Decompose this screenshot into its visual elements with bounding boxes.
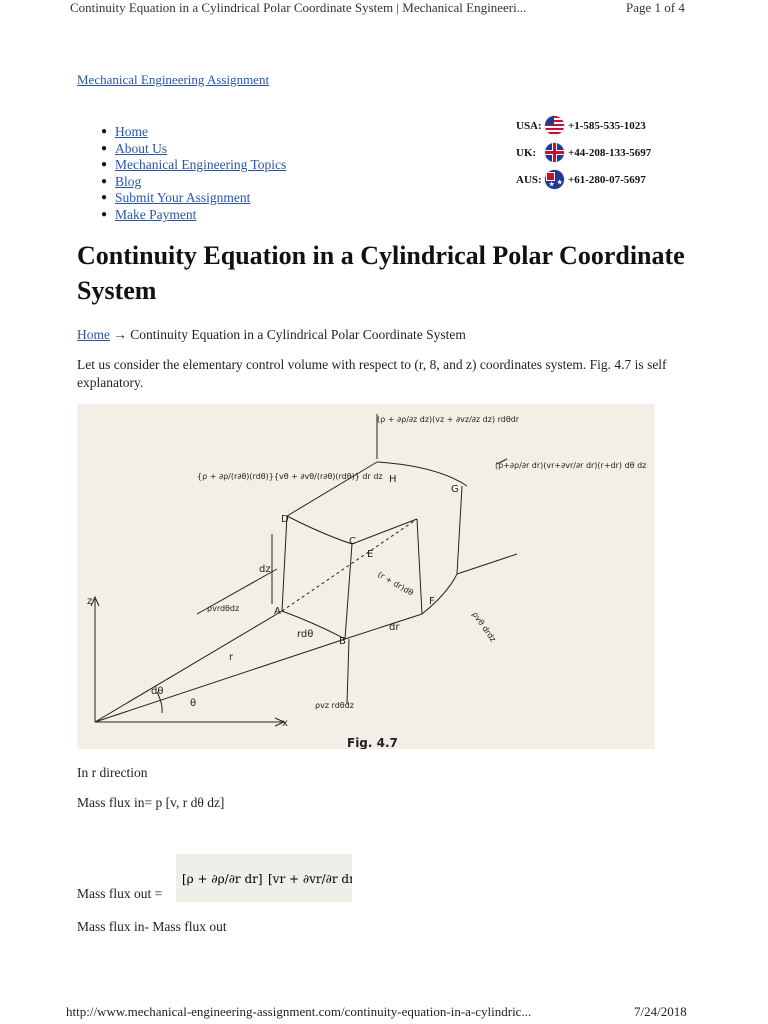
nav-item-label[interactable]: Mechanical Engineering Topics [115, 157, 287, 173]
nav-item-topics[interactable] [93, 157, 286, 174]
bullet-icon: ● [101, 159, 108, 171]
contact-numbers [516, 112, 651, 193]
site-link[interactable]: Mechanical Engineering Assignment [77, 72, 270, 87]
nav-item-blog[interactable] [93, 174, 286, 191]
fig-arc-label: (r + dr)dθ [376, 569, 415, 598]
equation-image [176, 854, 352, 902]
fig-theta: θ [190, 698, 197, 709]
nav-item-submit[interactable] [93, 190, 286, 207]
bullet-icon: ● [101, 142, 108, 154]
fig-x-axis: x [282, 718, 288, 729]
fig-point-b: B [339, 636, 346, 647]
fig-z-axis: z [87, 596, 93, 607]
nav-item-label[interactable]: Make Payment [115, 206, 197, 222]
mass-flux-out-label: Mass flux out = [77, 886, 163, 901]
contact-country: AUS: [516, 173, 542, 186]
fig-r: r [229, 652, 234, 663]
nav-item-label[interactable]: Submit Your Assignment [115, 190, 251, 206]
contact-phone[interactable]: +44-208-133-5697 [568, 146, 652, 159]
fig-dtheta: dθ [151, 686, 164, 697]
breadcrumb-current: Continuity Equation in a Cylindrical Polar Coordinate System [130, 327, 466, 342]
footer-date: 7/24/2018 [634, 1004, 687, 1019]
fig-point-a: A [274, 606, 281, 617]
fig-bottom-flux: ρvz rdθdz [315, 701, 354, 710]
fig-r-flux: (ρ+∂ρ/∂r dr)(vr+∂vr/∂r dr)(r+dr) dθ dz [495, 461, 647, 470]
fig-rdtheta: rdθ [297, 629, 314, 640]
breadcrumb-separator: → [113, 327, 127, 342]
fig-point-d: D [281, 514, 289, 525]
contact-country: USA: [516, 119, 542, 132]
us-flag-icon [545, 116, 564, 135]
contact-phone[interactable]: +61-280-07-5697 [568, 173, 646, 186]
fig-theta-in: ρvθ drdz [470, 609, 498, 644]
print-header-title: Continuity Equation in a Cylindrical Polar Coordinate System | Mechanical Engineeri... [70, 0, 527, 15]
mass-flux-difference: Mass flux in- Mass flux out [77, 919, 227, 934]
nav-item-label[interactable]: About Us [115, 140, 168, 156]
nav-item-label[interactable]: Home [115, 124, 148, 139]
fig-point-c: C [349, 536, 356, 547]
print-page-number: Page 1 of 4 [626, 0, 685, 15]
nav-item-about[interactable] [93, 141, 286, 158]
nav-item-payment[interactable] [93, 207, 286, 224]
page-title: Continuity Equation in a Cylindrical Polar Coordinate System [77, 241, 685, 305]
eq-left: [ρ + ∂ρ/∂r dr] [182, 872, 263, 886]
fig-point-f: F [429, 596, 435, 607]
uk-flag-icon [545, 143, 564, 162]
nav-item-home[interactable] [93, 124, 286, 141]
figure-diagram [77, 404, 655, 749]
figure-control-volume [77, 404, 655, 749]
contact-phone[interactable]: +1-585-535-1023 [568, 119, 646, 132]
intro-paragraph: Let us consider the elementary control volume with respect to (r, 8, and z) coordinates system. Fig. 4.7 is self explanatory. [77, 357, 667, 390]
fig-point-h: H [389, 474, 397, 485]
bullet-icon: ● [101, 192, 108, 204]
fig-dz: dz [259, 564, 271, 575]
fig-caption: Fig. 4.7 [347, 736, 398, 749]
print-header [0, 0, 768, 20]
fig-top-flux: (ρ + ∂ρ/∂z dz)(vz + ∂vz/∂z dz) rdθdr [377, 415, 520, 424]
breadcrumb [77, 327, 466, 343]
fig-left-flux: ρvrdθdz [207, 604, 240, 613]
bullet-icon: ● [101, 126, 108, 137]
eq-right: [vr + ∂vr/∂r dr] [268, 872, 352, 886]
footer-url: http://www.mechanical-engineering-assignment.com/continuity-equation-in-a-cylindric... [66, 1004, 532, 1019]
fig-theta-flux: {ρ + ∂ρ/(r∂θ)(rdθ)}{vθ + ∂vθ/(r∂θ)(rdθ)} dr dz [197, 472, 383, 481]
nav-item-label[interactable]: Blog [115, 173, 142, 189]
bullet-icon: ● [101, 175, 108, 187]
fig-dr: dr [389, 622, 400, 633]
bullet-icon: ● [101, 208, 108, 220]
fig-point-g: G [451, 484, 459, 495]
contact-row-uk [516, 139, 651, 166]
mass-flux-in: Mass flux in= p [v, r dθ dz] [77, 795, 225, 810]
contact-country: UK: [516, 146, 537, 159]
australia-flag-icon: ★ ★ [545, 170, 564, 189]
fig-point-e: E [367, 549, 374, 560]
contact-row-aus [516, 166, 651, 193]
r-direction-label: In r direction [77, 765, 148, 780]
breadcrumb-home[interactable]: Home [77, 327, 110, 342]
contact-row-usa [516, 112, 651, 139]
nav-menu [93, 124, 286, 224]
